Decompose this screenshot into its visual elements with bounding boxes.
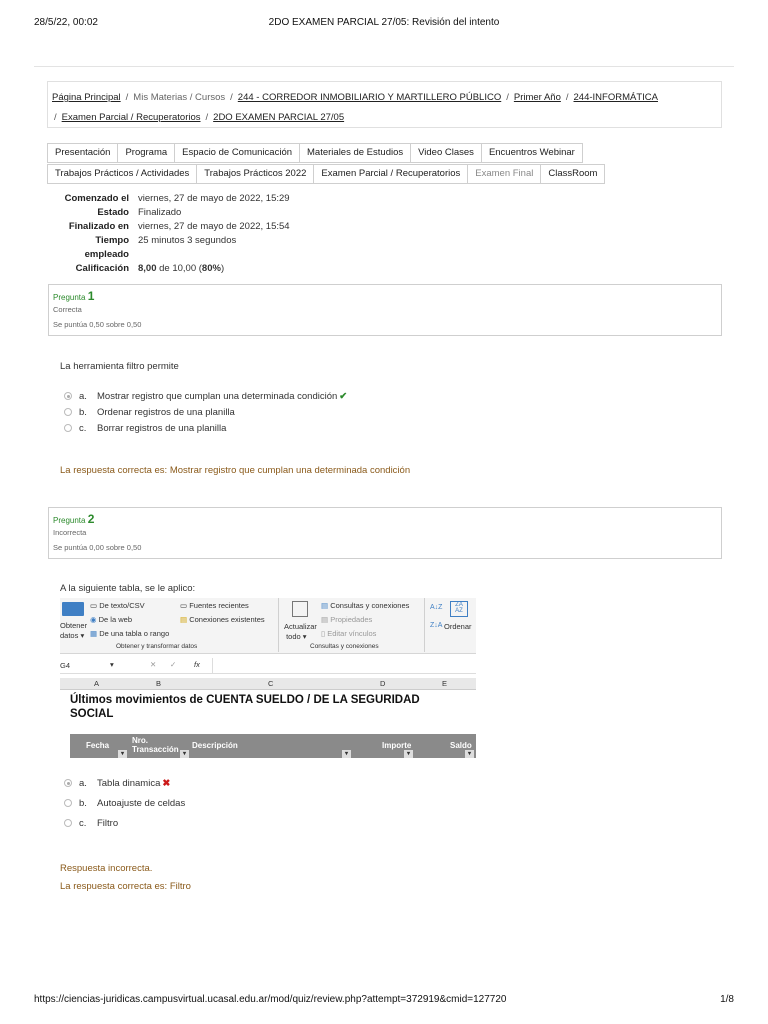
tab-presentacion[interactable]: Presentación <box>47 143 118 163</box>
time-label-2: empleado <box>84 249 129 260</box>
radio-selected[interactable] <box>64 392 72 400</box>
state-value: Finalizado <box>138 207 182 218</box>
top-divider <box>34 66 734 67</box>
group-obtener: Obtener y transformar datos <box>116 643 198 650</box>
filter-dropdown-icon[interactable]: ▾ <box>180 750 189 758</box>
links-icon: ▯ <box>321 629 326 638</box>
print-page-number: 1/8 <box>720 994 734 1005</box>
state-label: Estado <box>97 207 129 218</box>
tab-materiales[interactable]: Materiales de Estudios <box>299 143 411 163</box>
answer-option[interactable]: a. Tabla dinamica ✖ <box>64 773 185 793</box>
tab-comunicacion[interactable]: Espacio de Comunicación <box>174 143 300 163</box>
tab-programa[interactable]: Programa <box>117 143 175 163</box>
answer-option[interactable]: b. Autoajuste de celdas <box>64 793 185 813</box>
course-tabs <box>47 143 667 184</box>
formula-bar <box>60 658 476 674</box>
finished-label: Finalizado en <box>68 221 129 232</box>
radio[interactable] <box>64 819 72 827</box>
sheet-title: Últimos movimientos de CUENTA SUELDO / DE LA SEGURIDAD SOCIAL <box>70 694 420 720</box>
answer-option[interactable]: c. Filtro <box>64 813 185 833</box>
filter-dropdown-icon[interactable]: ▾ <box>465 750 474 758</box>
time-label: Tiempo <box>95 235 129 246</box>
formula-input[interactable] <box>212 658 476 673</box>
queries-icon: ▤ <box>321 601 329 610</box>
from-csv[interactable]: ▭ De texto/CSV <box>90 601 145 610</box>
question-1-score: Se puntúa 0,50 sobre 0,50 <box>53 320 142 329</box>
csv-icon: ▭ <box>90 601 98 610</box>
header-fecha: Fecha <box>86 741 110 750</box>
edit-links[interactable]: ▯ Editar vínculos <box>321 629 377 638</box>
tab-trabajos-practicos[interactable]: Trabajos Prácticos / Actividades <box>47 164 197 184</box>
answer-option[interactable]: a. Mostrar registro que cumplan una determinada condición ✔ <box>64 388 347 404</box>
question-1-feedback: La respuesta correcta es: Mostrar registro que cumplan una determinada condición <box>60 465 411 476</box>
question-2-score: Se puntúa 0,00 sobre 0,50 <box>53 543 142 552</box>
breadcrumb-home[interactable]: Página Principal <box>52 92 121 103</box>
refresh-icon <box>292 601 308 617</box>
print-url: https://ciencias-juridicas.campusvirtual.ucasal.edu.ar/mod/quiz/review.php?attempt=372919&cmid=127720 <box>34 994 507 1005</box>
obtener-label: Obtener <box>60 621 88 630</box>
column-headers: A B C D E <box>60 678 476 690</box>
fx-icon[interactable]: fx <box>194 660 200 669</box>
recent-sources[interactable]: ▭ Fuentes recientes <box>180 601 249 610</box>
dropdown-icon[interactable]: ▾ <box>110 660 114 669</box>
filter-dropdown-icon[interactable]: ▾ <box>342 750 351 758</box>
radio[interactable] <box>64 408 72 416</box>
properties[interactable]: ▤ Propiedades <box>321 615 373 624</box>
question-2-number: Pregunta 2 <box>53 512 95 526</box>
filter-dropdown-icon[interactable]: ▾ <box>118 750 127 758</box>
refresh-all[interactable]: Actualizar todo ▾ <box>284 622 317 641</box>
tab-examen-final[interactable]: Examen Final <box>467 164 541 184</box>
sort-dialog-icon[interactable]: ZA AZ <box>450 601 468 617</box>
radio[interactable] <box>64 799 72 807</box>
existing-connections[interactable]: ▤ Conexiones existentes <box>180 615 265 624</box>
finished-value: viernes, 27 de mayo de 2022, 15:54 <box>138 221 290 232</box>
question-1-info <box>48 284 722 336</box>
question-2-info <box>48 507 722 559</box>
filter-dropdown-icon[interactable]: ▾ <box>404 750 413 758</box>
time-value: 25 minutos 3 segundos <box>138 235 237 246</box>
radio[interactable] <box>64 424 72 432</box>
check-icon: ✔ <box>339 390 348 402</box>
tab-classroom[interactable]: ClassRoom <box>540 164 605 184</box>
table-header-row <box>70 734 476 758</box>
sort-az-icon[interactable]: A↓Z <box>430 604 443 611</box>
tab-webinar[interactable]: Encuentros Webinar <box>481 143 583 163</box>
header-transaccion: Nro. Transacción <box>132 736 179 754</box>
header-descripcion: Descripción <box>192 741 238 750</box>
excel-screenshot <box>60 598 476 758</box>
cross-icon: ✖ <box>162 777 171 789</box>
question-2-answers <box>64 773 185 833</box>
properties-icon: ▤ <box>321 615 329 624</box>
tab-video-clases[interactable]: Video Clases <box>410 143 482 163</box>
excel-ribbon: Obtener datos ▾ ▭ De texto/CSV ◉ De la web ▦ De una tabla o rango ▭ Fuentes recientes ▤ Conexiones existentes Obtener y transformar datos Actualizar todo ▾ ▤ Consultas y conexiones ▤ Propiedades ▯ Editar vínculos Consultas y conexiones A↓Z ZA AZ Z↓A Ordenar <box>60 598 476 654</box>
queries-connections[interactable]: ▤ Consultas y conexiones <box>321 601 410 610</box>
recent-icon: ▭ <box>180 601 188 610</box>
question-1-text: La herramienta filtro permite <box>60 361 179 372</box>
cancel-icon[interactable]: ✕ <box>150 660 157 669</box>
confirm-icon[interactable]: ✓ <box>170 660 177 669</box>
breadcrumb-courses[interactable]: Mis Materias / Cursos <box>133 92 226 103</box>
question-2-text: A la siguiente tabla, se le aplico: <box>60 583 196 594</box>
sort-za-icon[interactable]: Z↓A <box>430 622 443 629</box>
grade-label: Calificación <box>75 263 129 274</box>
question-1-number: Pregunta 1 <box>53 289 95 303</box>
answer-option[interactable]: b. Ordenar registros de una planilla <box>64 404 347 420</box>
datos-label: datos <box>60 631 79 640</box>
table-icon: ▦ <box>90 629 98 638</box>
from-table[interactable]: ▦ De una tabla o rango <box>90 629 170 638</box>
question-2-status: Incorrecta <box>53 528 87 537</box>
header-saldo: Saldo <box>450 741 472 750</box>
question-2-correct-answer: La respuesta correcta es: Filtro <box>60 881 191 892</box>
breadcrumb-course[interactable]: 244 - CORREDOR INMOBILIARIO Y MARTILLERO PÚBLICO <box>237 92 502 103</box>
group-consultas: Consultas y conexiones <box>310 643 379 650</box>
answer-option[interactable]: c. Borrar registros de una planilla <box>64 420 347 436</box>
breadcrumb-quiz[interactable]: 2DO EXAMEN PARCIAL 27/05 <box>213 112 345 123</box>
grade-value: 8,00 de 10,00 (80%) <box>138 263 225 274</box>
header-importe: Importe <box>382 741 412 750</box>
sort-label: Ordenar <box>444 622 472 631</box>
print-date: 28/5/22, 00:02 <box>34 17 98 28</box>
radio-selected[interactable] <box>64 779 72 787</box>
tab-examen-parcial[interactable]: Examen Parcial / Recuperatorios <box>313 164 468 184</box>
breadcrumb-section[interactable]: Examen Parcial / Recuperatorios <box>61 112 201 123</box>
from-web[interactable]: ◉ De la web <box>90 615 132 624</box>
question-2-feedback: Respuesta incorrecta. <box>60 863 153 874</box>
breadcrumb-year[interactable]: Primer Año <box>513 92 561 103</box>
started-label: Comenzado el <box>64 193 129 204</box>
question-1-status: Correcta <box>53 305 82 314</box>
web-icon: ◉ <box>90 615 97 624</box>
connections-icon: ▤ <box>180 615 188 624</box>
question-1-answers <box>64 388 347 436</box>
print-title: 2DO EXAMEN PARCIAL 27/05: Revisión del intento <box>268 17 500 28</box>
attempt-summary <box>60 192 290 276</box>
started-value: viernes, 27 de mayo de 2022, 15:29 <box>138 193 290 204</box>
breadcrumb-subject[interactable]: 244-INFORMÁTICA <box>573 92 658 103</box>
tab-trabajos-2022[interactable]: Trabajos Prácticos 2022 <box>196 164 314 184</box>
cell-ref[interactable]: G4 <box>60 661 71 670</box>
breadcrumb: Página Principal / Mis Materias / Cursos / 244 - CORREDOR INMOBILIARIO Y MARTILLERO PÚBLICO / Primer Año / 244-INFORMÁTICA / Examen Parcial / Recuperatorios / 2DO EXAMEN PARCIAL 27/05 <box>47 81 722 128</box>
database-icon <box>62 602 84 616</box>
